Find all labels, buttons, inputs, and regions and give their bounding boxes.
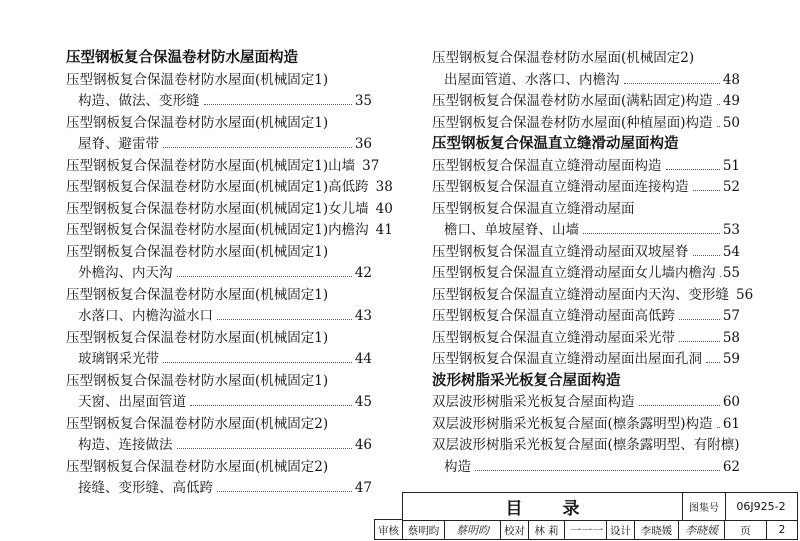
toc-page-number: 55 [722,265,740,281]
drawing-title: 目录 [403,493,683,520]
reviewer-name: 蔡明昀 [403,520,445,540]
toc-entry [432,347,740,368]
dot-leader [666,169,720,170]
toc-entry-title: 压型钢板复合保温卷材防水屋面(机械固定2) [66,415,329,432]
toc-entry-title: 压型钢板复合保温卷材防水屋面(机械固定2) [66,458,329,475]
toc-page-number: 54 [722,243,740,260]
toc-entry-title: 压型钢板复合保温卷材防水屋面构造 [66,50,298,66]
toc-entry [432,89,740,110]
toc-entry [432,390,740,411]
toc-entry-title: 压型钢板复合保温卷材防水屋面(机械固定2) [432,50,695,66]
toc-entry-title: 构造 [444,458,471,475]
toc-entry-title: 压型钢板复合保温卷材防水屋面(机械固定1)内檐沟 [66,222,369,238]
toc-section-heading [432,132,740,153]
toc-entry-title: 压型钢板复合保温直立缝滑动屋面双坡屋脊 [432,243,689,260]
toc-entry-title: 压型钢板复合保温直立缝滑动屋面高低跨 [432,308,675,324]
toc-entry-title: 构造、连接做法 [78,437,173,453]
toc-entry-title: 压型钢板复合保温卷材防水屋面(机械固定1) [66,286,329,303]
toc-entry [432,68,740,89]
toc-page-number: 44 [354,351,372,367]
dot-leader [204,104,352,105]
toc-page-number: 36 [354,136,372,152]
toc-entry [66,111,372,132]
review-label: 审核 [375,520,403,540]
toc-entry [432,218,740,239]
designer-name: 李晓媛 [635,520,679,540]
toc-page-number: 53 [722,222,740,238]
toc-entry-title: 双层波形树脂采光板复合屋面(檩条露明型、有附檩) [432,437,740,453]
reviewer-signature: 蔡明昀 [445,520,501,540]
dot-leader [475,470,720,471]
dot-leader [693,255,720,256]
toc-entry [432,455,740,476]
toc-entry [66,283,372,304]
toc-page-number: 52 [722,179,740,195]
toc-page-number: 40 [375,200,393,217]
checker-signature: 一一一 [565,520,607,540]
toc-entry [66,326,372,347]
atlas-number-label: 图集号 [683,493,726,520]
toc-entry-title: 水落口、内檐沟溢水口 [78,308,213,324]
toc-page-number: 37 [362,157,380,174]
toc-entry-title: 压型钢板复合保温卷材防水屋面(机械固定1) [66,71,329,88]
dot-leader [624,83,720,84]
toc-entry [432,175,740,196]
toc-entry-title: 外檐沟、内天沟 [78,265,173,281]
toc-entry-title: 构造、做法、变形缝 [78,93,200,109]
toc-entry [66,261,372,282]
toc-entry-title: 压型钢板复合保温直立缝滑动屋面出屋面孔洞 [432,351,702,367]
dot-leader [679,319,720,320]
toc-entry [66,132,372,153]
page-label: 页 [725,520,767,540]
toc-entry [66,476,372,497]
toc-page-number: 42 [354,265,372,281]
toc-entry [66,347,372,368]
title-block-signature-row [375,520,797,540]
toc-page-number: 58 [722,329,740,346]
toc-entry-title: 压型钢板复合保温卷材防水屋面(满粘固定)构造 [432,93,713,109]
toc-page-number: 57 [722,308,740,324]
toc-entry-title: 压型钢板复合保温卷材防水屋面(机械固定1)高低跨 [66,179,369,195]
toc-entry [432,433,740,454]
toc-page-number: 45 [354,394,372,410]
dot-leader [190,405,352,406]
toc-entry [66,175,393,196]
toc-entry [432,240,740,261]
toc-entry [66,89,372,110]
toc-entry-title: 檐口、单坡屋脊、山墙 [444,222,579,238]
toc-entry-title: 压型钢板复合保温卷材防水屋面(机械固定1) [66,329,329,346]
toc-entry-title: 天窗、出屋面管道 [78,394,186,410]
toc-entry [66,154,380,175]
toc-page-number: 50 [722,114,740,131]
toc-entry [432,326,740,347]
toc-entry-title: 波形树脂采光板复合屋面构造 [432,372,621,389]
toc-page-number: 47 [354,480,372,496]
toc-entry-title: 压型钢板复合保温卷材防水屋面(机械固定1) [66,372,329,389]
dot-leader [717,126,720,127]
dot-leader [679,341,720,342]
dot-leader [583,233,720,234]
toc-entry [66,433,372,454]
toc-entry-title: 屋脊、避雷带 [78,136,159,152]
atlas-number: 06J925-2 [736,500,786,513]
page-number: 2 [778,524,786,536]
toc-entry [66,197,393,218]
dot-leader [717,427,720,428]
toc-page-number: 62 [722,458,740,475]
toc-page-number: 49 [722,93,740,109]
toc-entry [432,412,740,433]
toc-entry [432,197,740,218]
toc-page-number: 48 [722,71,740,88]
toc-entry-title: 压型钢板复合保温直立缝滑动屋面内天沟、变形缝 [432,286,729,303]
toc-entry [66,218,393,239]
toc-entry-title: 压型钢板复合保温卷材防水屋面(种植屋面)构造 [432,114,713,131]
dot-leader [163,147,352,148]
toc-entry [66,455,372,476]
dot-leader [706,362,720,363]
toc-entry [432,154,740,175]
toc-entry [66,304,372,325]
toc-entry-title: 双层波形树脂采光板复合屋面构造 [432,394,635,410]
toc-entry-title: 压型钢板复合保温直立缝滑动屋面连接构造 [432,179,689,195]
toc-page-number: 61 [722,415,740,432]
toc-page-number: 59 [722,351,740,367]
designer-signature: 李晓媛 [679,520,725,540]
toc-entry [432,261,740,282]
toc-entry-title: 压型钢板复合保温直立缝滑动屋面构造 [432,157,662,174]
toc-entry-title: 双层波形树脂采光板复合屋面(檩条露明型)构造 [432,415,713,432]
dot-leader [717,104,720,105]
dot-leader [177,276,352,277]
toc-page-number: 35 [354,93,372,109]
toc-entry-title: 压型钢板复合保温直立缝滑动屋面女儿墙内檐沟 [432,265,716,281]
toc-entry [432,283,754,304]
toc-page-number: 43 [354,308,372,324]
toc-entry-title: 压型钢板复合保温卷材防水屋面(机械固定1) [66,114,329,131]
title-block-top-row [403,493,797,521]
check-label: 校对 [501,520,529,540]
design-label: 设计 [607,520,635,540]
toc-page-number: 60 [722,394,740,410]
toc-page-number: 38 [375,179,393,195]
toc-section-heading [66,46,372,67]
toc-entry [66,68,372,89]
toc-entry-title: 压型钢板复合保温卷材防水屋面(机械固定1)山墙 [66,157,356,174]
checker-name: 林 莉 [529,520,565,540]
toc-entry-title: 玻璃钢采光带 [78,351,159,367]
toc-entry-title: 压型钢板复合保温直立缝滑动屋面构造 [432,136,679,152]
toc-entry-title: 接缝、变形缝、高低跨 [78,480,213,496]
toc-entry [66,412,372,433]
toc-entry-title: 压型钢板复合保温直立缝滑动屋面 [432,200,635,217]
toc-page-number: 56 [736,286,754,303]
dot-leader [639,405,720,406]
dot-leader [163,362,352,363]
toc-page-number: 46 [354,437,372,453]
toc-entry [432,111,740,132]
toc-entry-title: 压型钢板复合保温卷材防水屋面(机械固定1)女儿墙 [66,200,369,217]
toc-section-heading [432,369,740,390]
toc-page-number: 51 [722,157,740,174]
dot-leader [177,448,352,449]
toc-page-number: 41 [375,222,393,238]
toc-entry-title: 压型钢板复合保温直立缝滑动屋面采光带 [432,329,675,346]
dot-leader [693,190,720,191]
toc-entry [66,369,372,390]
title-block [378,492,798,540]
toc-entry-title: 压型钢板复合保温卷材防水屋面(机械固定1) [66,243,329,260]
dot-leader [217,319,352,320]
toc-entry [432,304,740,325]
toc-entry-title: 出屋面管道、水落口、内檐沟 [444,71,620,88]
dot-leader [217,491,352,492]
toc-entry [66,390,372,411]
toc-entry [432,46,740,67]
toc-entry [66,240,372,261]
